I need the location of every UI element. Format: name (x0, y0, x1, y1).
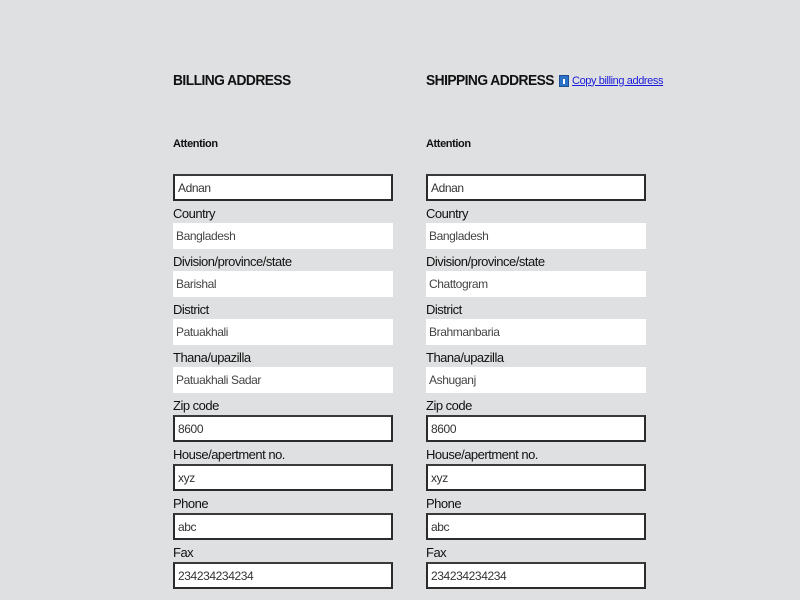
shipping-attention-label: Attention (426, 138, 471, 150)
shipping-house-input[interactable] (426, 464, 646, 491)
shipping-district-input[interactable] (426, 319, 646, 345)
copy-billing-address-label: Copy billing address (572, 74, 664, 87)
billing-district-label: District (173, 302, 209, 317)
shipping-attention-input[interactable] (426, 174, 646, 201)
shipping-header (426, 72, 663, 89)
shipping-phone-input[interactable] (426, 513, 646, 540)
shipping-division-input[interactable] (426, 271, 646, 297)
shipping-district-label: District (426, 302, 462, 317)
billing-phone-label: Phone (173, 496, 209, 511)
billing-phone-input[interactable] (173, 513, 393, 540)
billing-division-input[interactable] (173, 271, 393, 297)
shipping-fax-label: Fax (426, 545, 447, 560)
billing-attention-input[interactable] (173, 174, 393, 201)
billing-attention-label: Attention (173, 138, 218, 150)
billing-district-input[interactable] (173, 319, 393, 345)
copy-icon (559, 75, 569, 87)
billing-house-label: House/apertment no. (173, 447, 285, 462)
shipping-country-input[interactable] (426, 223, 646, 249)
shipping-phone-label: Phone (426, 496, 462, 511)
shipping-thana-label: Thana/upazilla (426, 350, 504, 365)
shipping-zip-label: Zip code (426, 398, 472, 413)
shipping-thana-input[interactable] (426, 367, 646, 393)
billing-title: BILLING ADDRESS (173, 72, 291, 89)
billing-zip-input[interactable] (173, 415, 393, 442)
billing-house-input[interactable] (173, 464, 393, 491)
billing-country-label: Country (173, 206, 216, 221)
shipping-country-label: Country (426, 206, 469, 221)
shipping-title: SHIPPING ADDRESS (426, 72, 554, 89)
shipping-zip-input[interactable] (426, 415, 646, 442)
shipping-fax-input[interactable] (426, 562, 646, 589)
billing-thana-label: Thana/upazilla (173, 350, 251, 365)
billing-country-input[interactable] (173, 223, 393, 249)
copy-billing-address-link[interactable] (559, 75, 663, 87)
shipping-house-label: House/apertment no. (426, 447, 538, 462)
billing-thana-input[interactable] (173, 367, 393, 393)
billing-fax-label: Fax (173, 545, 194, 560)
billing-zip-label: Zip code (173, 398, 219, 413)
shipping-division-label: Division/province/state (426, 254, 545, 269)
billing-division-label: Division/province/state (173, 254, 292, 269)
billing-header (173, 72, 301, 89)
billing-fax-input[interactable] (173, 562, 393, 589)
